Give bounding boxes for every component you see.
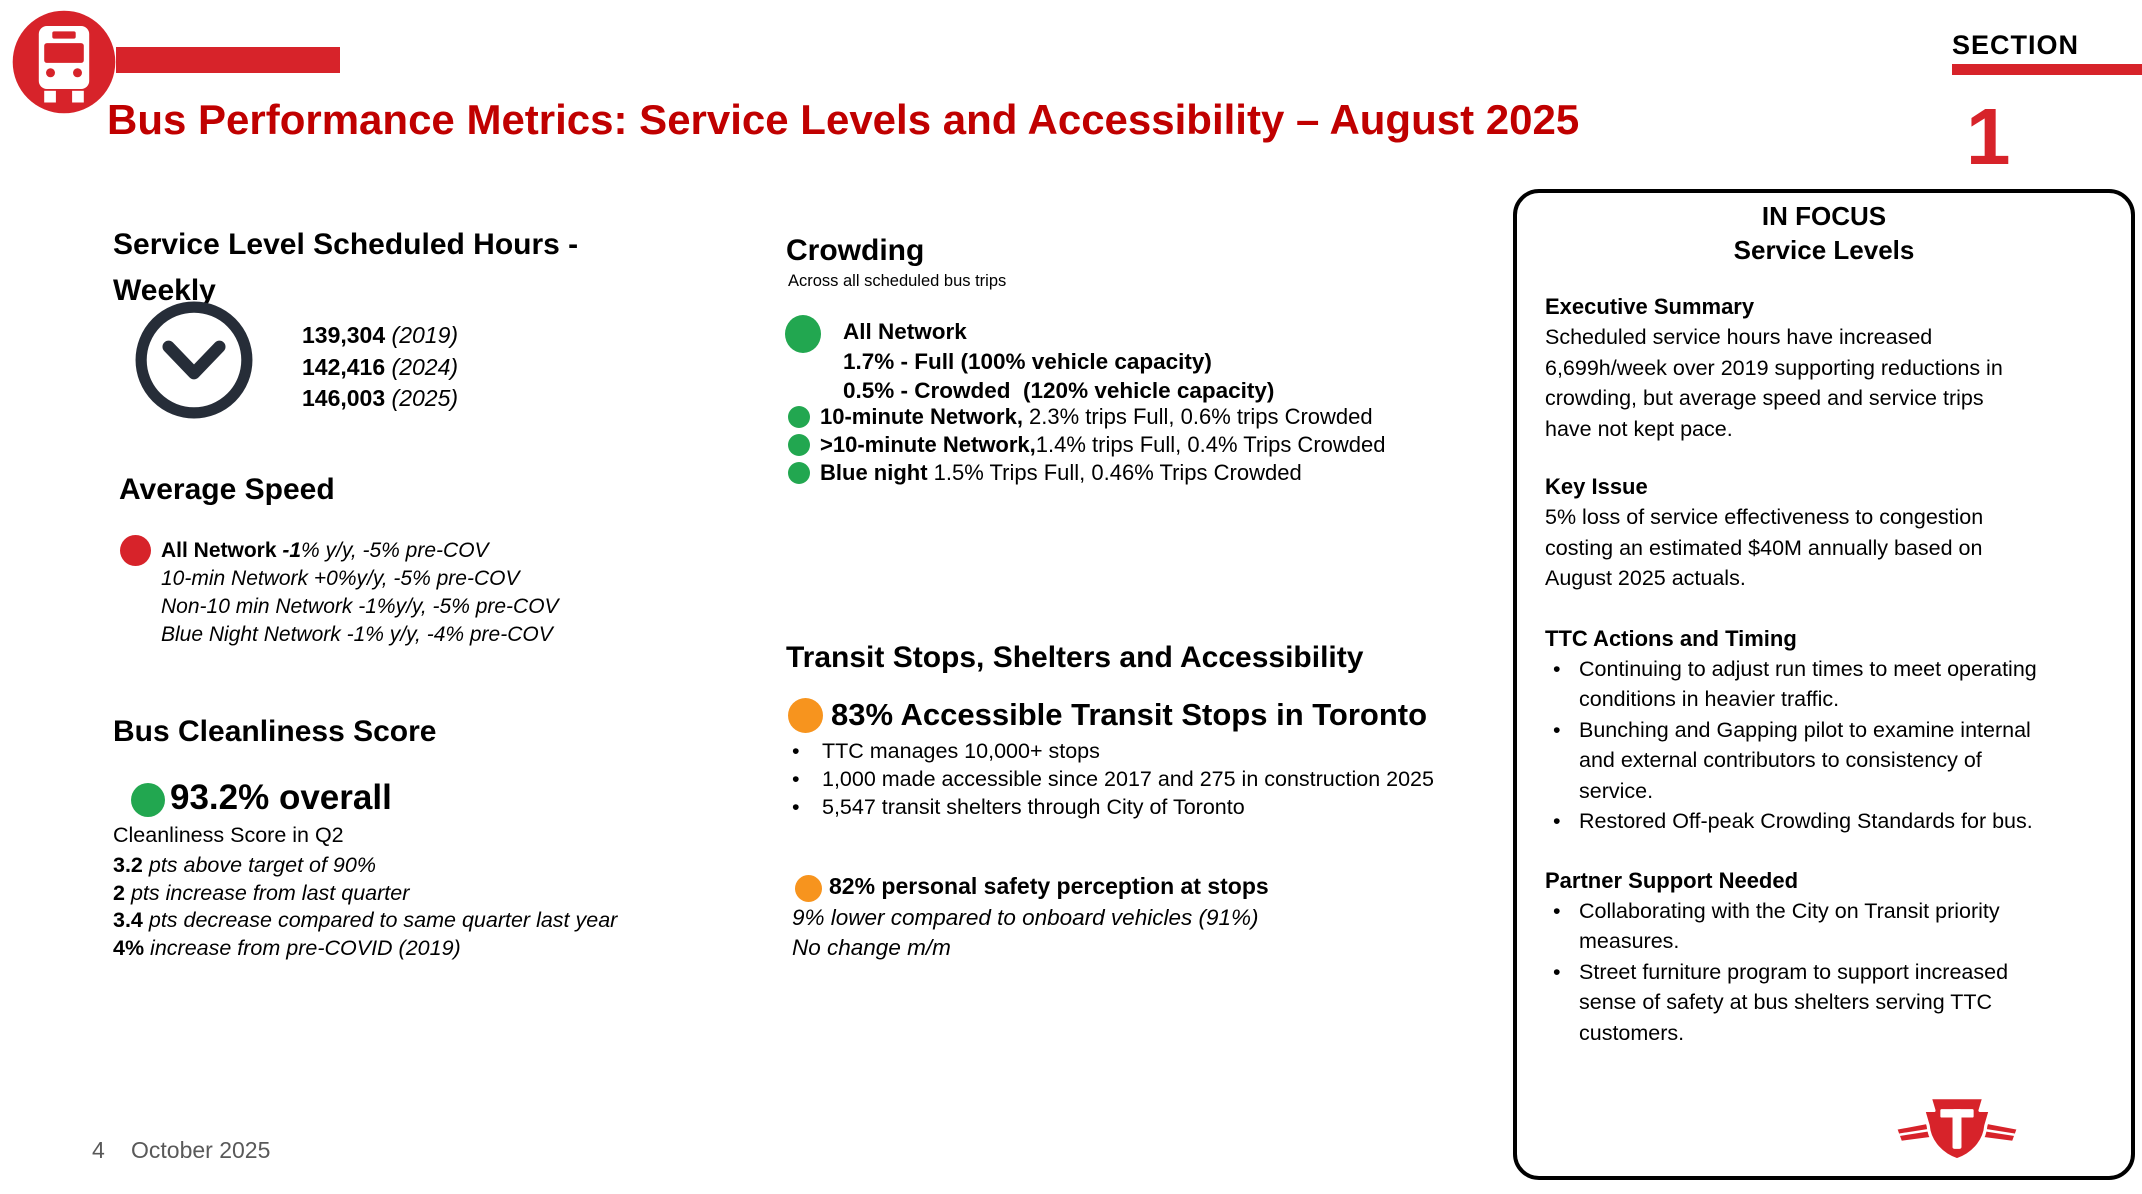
crowding-all-network-crowded: 0.5% - Crowded (120% vehicle capacity) [843, 378, 1275, 403]
section-accent-bar [1952, 64, 2142, 75]
key-issue-heading: Key Issue [1545, 474, 1648, 500]
stops-bullet: • 1,000 made accessible since 2017 and 275 in construction 2025 [792, 765, 1434, 793]
section-number: 1 [1966, 92, 2011, 181]
actions-bullet: • Restored Off-peak Crowding Standards for bus. [1545, 806, 2103, 836]
stops-bullet-list [792, 737, 1434, 821]
in-focus-title: IN FOCUS [1761, 201, 1887, 231]
bus-icon [10, 8, 118, 116]
safety-line: 9% lower compared to onboard vehicles (91%) [792, 905, 1259, 930]
executive-summary-line: have not kept pace. [1545, 416, 1733, 441]
average-speed-line: Blue Night Network -1% y/y, -4% pre-COV [161, 623, 553, 646]
status-dot-orange [795, 875, 822, 902]
page-title: Bus Performance Metrics: Service Levels and Accessibility – August 2025 [107, 96, 1580, 143]
crowding-all-network-label: All Network [843, 319, 967, 344]
key-issue-line: costing an estimated $40M annually based on [1545, 535, 1983, 560]
stops-headline: 83% Accessible Transit Stops in Toronto [831, 697, 1428, 732]
crowding-row: Blue night 1.5% Trips Full, 0.46% Trips Crowded [820, 459, 1302, 487]
average-speed-lines [161, 537, 559, 649]
in-focus-panel [1513, 189, 2135, 1180]
cleanliness-line: 3.2 pts above target of 90% [113, 853, 376, 877]
safety-line: No change m/m [792, 934, 951, 960]
status-dot-green [131, 783, 165, 817]
header-accent-bar [116, 47, 340, 73]
cleanliness-subtitle: Cleanliness Score in Q2 [113, 823, 344, 847]
key-issue-line: 5% loss of service effectiveness to congestion [1545, 505, 1984, 530]
service-hours-heading-line1: Service Level Scheduled Hours - [113, 228, 579, 261]
average-speed-heading: Average Speed [119, 473, 335, 506]
status-dot-green [788, 434, 810, 456]
cleanliness-detail-lines [113, 852, 617, 963]
section-label: SECTION [1952, 30, 2080, 60]
status-dot-red [120, 535, 151, 566]
average-speed-line: 10-min Network +0%y/y, -5% pre-COV [161, 567, 520, 590]
service-hours-value-row: 142,416 (2024) [302, 353, 459, 380]
cleanliness-score: 93.2% overall [170, 778, 392, 817]
partner-heading: Partner Support Needed [1545, 867, 1799, 893]
cleanliness-line: 3.4 pts decrease compared to same quarter last year [113, 908, 618, 933]
crowding-row: >10-minute Network,1.4% trips Full, 0.4% Trips Crowded [820, 431, 1385, 459]
cleanliness-heading: Bus Cleanliness Score [113, 715, 437, 748]
service-hours-values [302, 320, 458, 415]
footer-date: October 2025 [131, 1137, 271, 1163]
crowding-subheading: Across all scheduled bus trips [788, 272, 1007, 290]
average-speed-line: Non-10 min Network -1%y/y, -5% pre-COV [161, 595, 559, 618]
status-dot-green [788, 462, 810, 484]
status-dot-green [785, 315, 821, 353]
actions-bullet: • Bunching and Gapping pilot to examine internal and external contributors to consistency of service. [1545, 715, 2103, 806]
service-hours-value-row: 139,304 (2019) [302, 322, 459, 348]
ttc-logo [1893, 1091, 2021, 1167]
key-issue-line: August 2025 actuals. [1545, 566, 1746, 591]
stops-bullet: • 5,547 transit shelters through City of Toronto [792, 793, 1434, 821]
in-focus-subtitle: Service Levels [1733, 235, 1915, 265]
cleanliness-line: 4% increase from pre-COVID (2019) [113, 936, 461, 961]
stops-heading: Transit Stops, Shelters and Accessibility [786, 641, 1364, 674]
safety-detail-lines [792, 903, 1259, 962]
executive-summary-line: crowding, but average speed and service trips [1545, 386, 1984, 411]
cleanliness-line: 2 pts increase from last quarter [113, 880, 410, 905]
crowding-all-network [843, 317, 1274, 406]
service-hours-value-row: 146,003 (2025) [302, 385, 459, 411]
safety-headline: 82% personal safety perception at stops [829, 873, 1269, 899]
page-number: 4 [92, 1137, 105, 1163]
stops-bullet: • TTC manages 10,000+ stops [792, 737, 1434, 765]
executive-summary-heading: Executive Summary [1545, 294, 1755, 319]
executive-summary-line: 6,699h/week over 2019 supporting reductions in [1545, 355, 2003, 380]
crowding-all-network-full: 1.7% - Full (100% vehicle capacity) [843, 348, 1212, 374]
crowding-heading: Crowding [786, 234, 925, 267]
crowding-row: 10-minute Network, 2.3% trips Full, 0.6% trips Crowded [820, 403, 1373, 431]
actions-heading: TTC Actions and Timing [1545, 625, 1797, 651]
partner-bullet: • Street furniture program to support increased sense of safety at bus shelters serving TTC customers. [1545, 957, 2103, 1048]
status-dot-green [788, 406, 810, 428]
executive-summary-line: Scheduled service hours have increased [1545, 325, 1933, 350]
status-dot-orange [788, 698, 823, 733]
actions-bullet: • Continuing to adjust run times to meet operating conditions in heavier traffic. [1545, 654, 2103, 715]
partner-bullet: • Collaborating with the City on Transit priority measures. [1545, 896, 2103, 957]
average-speed-line: All Network -1% y/y, -5% pre-COV [161, 539, 489, 562]
service-hours-heading-line2: Weekly [113, 274, 216, 307]
chevron-down-circle-icon [133, 299, 255, 421]
